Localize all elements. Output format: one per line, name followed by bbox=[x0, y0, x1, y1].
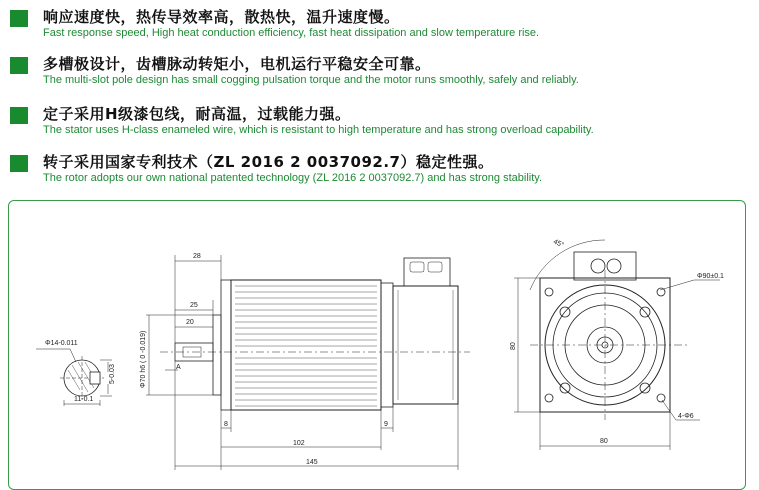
feature-1-en: Fast response speed, High heat conduction efficiency, fast heat dissipation and slow temperature rise. bbox=[43, 27, 540, 39]
front-dimensions bbox=[514, 278, 720, 450]
feature-3-zh: 定子采用H级漆包线，耐高温，过载能力强。 bbox=[43, 105, 351, 123]
holes-label: 4-Φ6 bbox=[678, 413, 694, 420]
pilot-dia-label: Φ70 h6 ( 0 -0.019) bbox=[140, 330, 147, 388]
key-width-label: 5-0.03 bbox=[109, 364, 116, 384]
shaft-dia-label: Φ14-0.011 bbox=[45, 340, 78, 347]
dim-8-label: 8 bbox=[224, 421, 228, 428]
feature-1-zh: 响应速度快，热传导效率高，散热快，温升速度慢。 bbox=[43, 8, 400, 26]
bolt-circle-label: Φ90±0.1 bbox=[697, 273, 724, 280]
feature-4-zh: 转子采用国家专利技术（ZL 2016 2 0037092.7）稳定性强。 bbox=[43, 153, 494, 171]
dim-25-label: 25 bbox=[190, 302, 198, 309]
datum-a-label: A bbox=[176, 364, 181, 371]
height-80-label: 80 bbox=[510, 342, 517, 350]
motor-side-view bbox=[160, 258, 470, 410]
angle-45-label: 45° bbox=[552, 238, 565, 250]
feature-2-zh: 多槽极设计，齿槽脉动转矩小，电机运行平稳安全可靠。 bbox=[43, 55, 431, 73]
dim-20-label: 20 bbox=[186, 319, 194, 326]
feature-2-en: The multi-slot pole design has small cogging pulsation torque and the motor runs smoothly, safely and reliably. bbox=[43, 74, 579, 86]
side-dimensions bbox=[146, 255, 458, 470]
dim-28-label: 28 bbox=[193, 253, 201, 260]
dim-9-label: 9 bbox=[384, 421, 388, 428]
feature-3-en: The stator uses H-class enameled wire, which is resistant to high temperature and has strong overload capability. bbox=[43, 124, 594, 136]
motor-front-view bbox=[530, 240, 690, 420]
key-depth-label: 11-0.1 bbox=[74, 396, 94, 403]
dim-145-label: 145 bbox=[306, 459, 318, 466]
width-80-label: 80 bbox=[600, 438, 608, 445]
feature-4-en: The rotor adopts our own national patented technology (ZL 2016 2 0037092.7) and has strong stability. bbox=[43, 172, 542, 184]
dim-102-label: 102 bbox=[293, 440, 305, 447]
